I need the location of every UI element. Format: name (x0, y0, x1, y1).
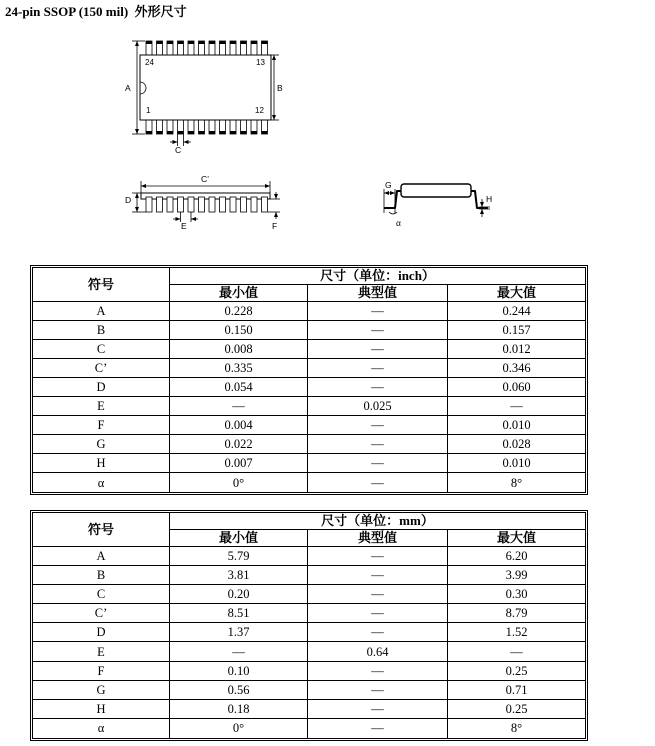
top-view (125, 41, 283, 155)
table-header-row (33, 513, 585, 530)
top-lead (167, 41, 173, 55)
dim-e-label: E (181, 221, 187, 231)
dim-f-label: F (272, 221, 278, 231)
cell-symbol: B (33, 321, 170, 340)
bottom-lead (199, 120, 205, 134)
side-lead (220, 197, 226, 212)
top-lead-tip (199, 41, 205, 44)
cell-min: — (170, 642, 308, 661)
symbol-header: 符号 (33, 513, 170, 547)
table-row (33, 547, 585, 566)
cell-max: 0.010 (448, 416, 585, 435)
bottom-lead-tip (188, 131, 194, 134)
cell-max: 0.060 (448, 378, 585, 397)
table-row (33, 719, 585, 738)
cell-symbol: H (33, 700, 170, 719)
cell-typ: — (308, 604, 448, 623)
bottom-lead (178, 120, 184, 134)
cell-max: 8° (510, 721, 523, 736)
cell-max: 0.028 (448, 435, 585, 454)
bottom-lead-tip (230, 131, 236, 134)
cell-typ: 0.64 (308, 642, 448, 661)
cell-max: 0.25 (448, 662, 585, 681)
cell-min: 0.022 (170, 435, 308, 454)
cell-symbol: G (33, 681, 170, 700)
top-view-body (140, 55, 271, 120)
bottom-lead-tip (167, 131, 173, 134)
cell-symbol: D (33, 623, 170, 642)
bottom-lead (188, 120, 194, 134)
cell-symbol: H (33, 454, 170, 473)
cell-symbol: E (33, 642, 170, 661)
end-view-lead-left (384, 191, 401, 208)
bottom-lead-tip (157, 131, 163, 134)
dim-alpha-arc (389, 212, 397, 214)
cell-symbol: C (33, 585, 170, 604)
top-lead (209, 41, 215, 55)
bottom-lead-tip (262, 131, 268, 134)
cell-max: 0.71 (448, 681, 585, 700)
cell-symbol: B (33, 566, 170, 585)
cell-min: 0.150 (170, 321, 308, 340)
cell-typ: — (308, 340, 448, 359)
column-header-typ: 典型值 (308, 285, 448, 302)
column-header-max: 最大值 (448, 285, 585, 302)
dim-c-label: C (175, 145, 182, 155)
top-lead-tip (251, 41, 257, 44)
bottom-lead-tip (251, 131, 257, 134)
cell-min: 0.10 (170, 662, 308, 681)
side-lead (209, 197, 215, 212)
top-lead (199, 41, 205, 55)
side-lead (167, 197, 173, 212)
bottom-lead-tip (209, 131, 215, 134)
top-lead-tip (188, 41, 194, 44)
cell-min: — (170, 397, 308, 416)
bottom-lead (262, 120, 268, 134)
bottom-lead (157, 120, 163, 134)
dim-g-label: G (385, 180, 392, 190)
cell-typ: — (308, 700, 448, 719)
top-lead-tip (167, 41, 173, 44)
dim-a-label: A (125, 83, 131, 93)
cell-min: 8.51 (170, 604, 308, 623)
table-row (33, 378, 585, 397)
side-lead (262, 197, 268, 212)
bottom-lead (230, 120, 236, 134)
table-row (33, 340, 585, 359)
cell-min: 0.56 (170, 681, 308, 700)
cell-min: 0.335 (170, 359, 308, 378)
pin-label-13: 13 (256, 58, 265, 67)
side-lead (199, 197, 205, 212)
cell-typ: — (308, 681, 448, 700)
cell-typ: — (308, 662, 448, 681)
cell-max: 3.99 (448, 566, 585, 585)
cell-typ: — (308, 321, 448, 340)
cell-min: 0.054 (170, 378, 308, 397)
cell-symbol: C (33, 340, 170, 359)
cell-max: 0.25 (448, 700, 585, 719)
top-lead (230, 41, 236, 55)
cell-typ: — (308, 623, 448, 642)
cell-typ: — (308, 473, 448, 492)
cell-max: 0.010 (448, 454, 585, 473)
bottom-lead (241, 120, 247, 134)
top-lead-tip (146, 41, 152, 44)
cell-min: 3.81 (170, 566, 308, 585)
cell-symbol: F (33, 416, 170, 435)
end-view (384, 180, 492, 228)
table-row (33, 623, 585, 642)
cell-max: 8.79 (448, 604, 585, 623)
symbol-header: 符号 (33, 268, 170, 302)
cell-symbol: G (33, 435, 170, 454)
cell-min: 0° (170, 473, 308, 492)
bottom-lead-tip (178, 131, 184, 134)
cell-symbol: α (33, 719, 170, 738)
cell-max: — (448, 642, 585, 661)
cell-typ: — (308, 585, 448, 604)
cell-max: 0.157 (448, 321, 585, 340)
table-row (33, 604, 585, 623)
bottom-lead-tip (220, 131, 226, 134)
cell-symbol: E (33, 397, 170, 416)
dimension-table-mm (30, 510, 588, 741)
cell-symbol: C’ (33, 359, 170, 378)
table-row (33, 302, 585, 321)
dim-h-label: H (486, 194, 493, 204)
cell-max: 0.346 (448, 359, 585, 378)
side-lead (157, 197, 163, 212)
bottom-lead (167, 120, 173, 134)
cell-min: 5.79 (170, 547, 308, 566)
table-row (33, 359, 585, 378)
cell-min: 0.007 (170, 454, 308, 473)
cell-typ: — (308, 435, 448, 454)
column-header-min: 最小值 (170, 530, 308, 547)
table-row (33, 585, 585, 604)
top-lead (251, 41, 257, 55)
unit-header: 尺寸（单位：mm） (170, 513, 585, 530)
top-lead-tip (178, 41, 184, 44)
cell-min: 0° (170, 719, 308, 738)
table-row (33, 321, 585, 340)
cell-min: 0.18 (170, 700, 308, 719)
column-header-max: 最大值 (448, 530, 585, 547)
bottom-lead (209, 120, 215, 134)
top-lead (262, 41, 268, 55)
top-lead-tip (241, 41, 247, 44)
table-body (33, 547, 585, 738)
cell-typ: — (308, 719, 448, 738)
top-lead (241, 41, 247, 55)
top-lead (220, 41, 226, 55)
cell-typ: — (308, 547, 448, 566)
table-body (33, 302, 585, 492)
column-header-min: 最小值 (170, 285, 308, 302)
side-lead (188, 197, 194, 212)
bottom-lead-tip (146, 131, 152, 134)
table-row (33, 681, 585, 700)
top-lead-tip (220, 41, 226, 44)
bottom-lead (146, 120, 152, 134)
cell-symbol: α (33, 473, 170, 492)
cell-max: — (448, 397, 585, 416)
cell-symbol: C’ (33, 604, 170, 623)
table-row (33, 416, 585, 435)
table-row (33, 566, 585, 585)
table-row (33, 454, 585, 473)
bottom-lead-tip (241, 131, 247, 134)
dim-b-label: B (277, 83, 283, 93)
dimension-table-inch (30, 265, 588, 495)
top-lead-row (146, 41, 268, 55)
top-lead (178, 41, 184, 55)
cell-max: 0.30 (448, 585, 585, 604)
cell-typ: — (308, 359, 448, 378)
cell-symbol: A (33, 547, 170, 566)
cell-typ: — (308, 416, 448, 435)
top-lead (157, 41, 163, 55)
cell-symbol: A (33, 302, 170, 321)
top-lead (188, 41, 194, 55)
top-lead-tip (262, 41, 268, 44)
side-view (125, 174, 280, 231)
bottom-lead (220, 120, 226, 134)
cell-min: 0.004 (170, 416, 308, 435)
top-lead-tip (157, 41, 163, 44)
dim-c-prime-label: C’ (201, 174, 210, 184)
cell-typ: — (308, 454, 448, 473)
pin-label-1: 1 (146, 106, 151, 115)
top-lead-tip (230, 41, 236, 44)
table-row (33, 662, 585, 681)
pin-label-24: 24 (145, 58, 154, 67)
package-outline-drawing (0, 0, 655, 240)
cell-typ: — (308, 566, 448, 585)
bottom-lead-row (146, 120, 268, 134)
cell-min: 0.008 (170, 340, 308, 359)
dim-d-label: D (125, 195, 132, 205)
table-row (33, 435, 585, 454)
cell-symbol: D (33, 378, 170, 397)
table-header-row (33, 268, 585, 285)
table-row (33, 642, 585, 661)
cell-typ: — (308, 378, 448, 397)
cell-symbol: F (33, 662, 170, 681)
side-lead (241, 197, 247, 212)
cell-min: 1.37 (170, 623, 308, 642)
side-lead (146, 197, 152, 212)
unit-header: 尺寸（单位：inch） (170, 268, 585, 285)
dim-alpha-label: α (396, 218, 401, 228)
table-row (33, 700, 585, 719)
cell-max: 0.244 (448, 302, 585, 321)
cell-min: 0.20 (170, 585, 308, 604)
cell-min: 0.228 (170, 302, 308, 321)
side-lead (230, 197, 236, 212)
bottom-lead-tip (199, 131, 205, 134)
table-row (33, 397, 585, 416)
cell-max: 8° (510, 475, 523, 490)
cell-max: 0.012 (448, 340, 585, 359)
cell-typ: — (308, 302, 448, 321)
page-title: 24-pin SSOP (150 mil) 外形尺寸 (5, 4, 187, 19)
side-lead (178, 197, 184, 212)
cell-max: 6.20 (448, 547, 585, 566)
column-header-typ: 典型值 (308, 530, 448, 547)
top-lead-tip (209, 41, 215, 44)
cell-typ: 0.025 (308, 397, 448, 416)
end-view-body (401, 184, 471, 197)
top-lead (146, 41, 152, 55)
table-row (33, 473, 585, 492)
bottom-lead (251, 120, 257, 134)
cell-max: 1.52 (448, 623, 585, 642)
side-lead (251, 197, 257, 212)
pin-label-12: 12 (255, 106, 264, 115)
